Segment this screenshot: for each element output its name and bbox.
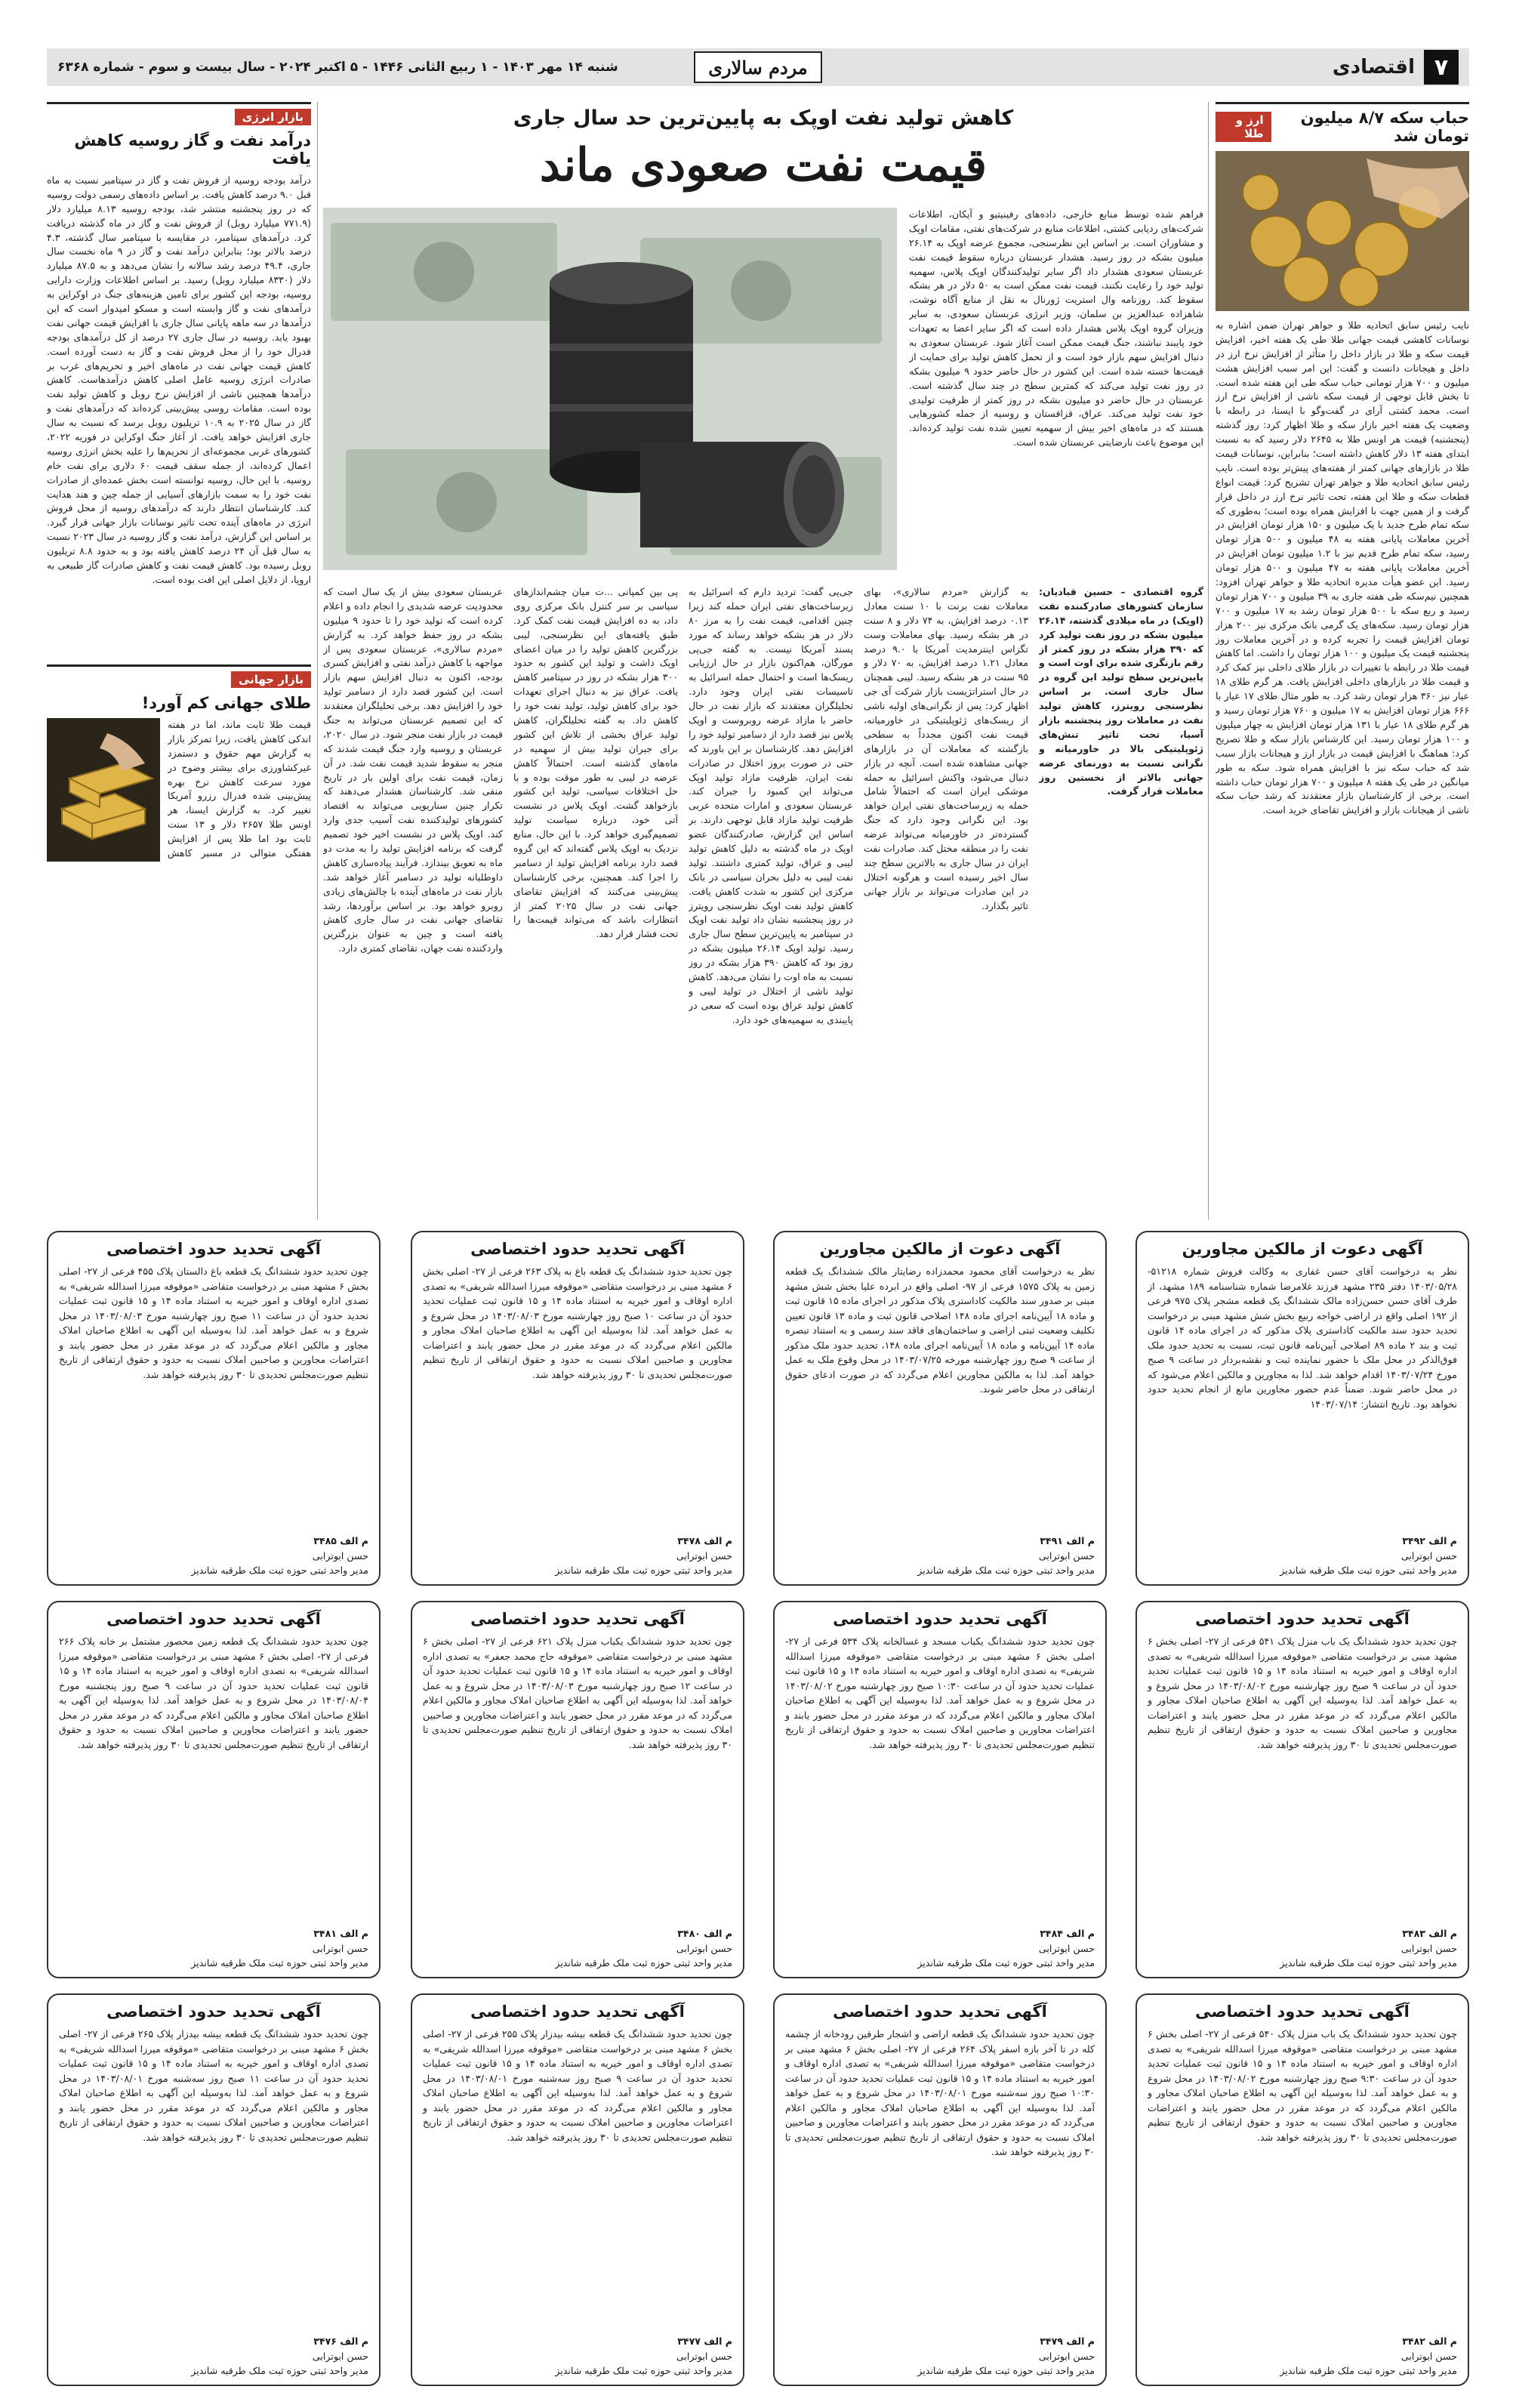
notice-body: چون تحدید حدود ششدانگ یکباب مسجد و غسالخانه پلاک ۵۳۴ فرعی از ۲۷- اصلی بخش ۶ مشهد مبنی بر درخواست متقاضی «موقوفه میرزا اسدالله شریفی» به تصدی اداره اوقاف و امور خیریه به استناد ماده ۱۴ و ۱۵ قانون ثبت عملیات تحدید حدود آن در ساعت ۱۰:۳۰ صبح روز چهارشنبه مورخ ۱۴۰۳/۰۸/۰۲ در محل شروع و به عمل خواهد آمد. لذا به‌وسیله این آگهی به اطلاع صاحبان املاک مجاور و مالکین اعلام می‌گردد که در موعد مقرر در محل حضور یابند و اعتراضات مجاورین و صاحبین املاک نسبت به حدود و حقوق ارتفاقی از تاریخ تنظیم صورت‌مجلس تحدیدی تا ۳۰ روز پذیرفته خواهد شد. — [785, 1636, 1095, 1750]
story-body: درآمد بودجه روسیه از فروش نفت و گاز در سپتامبر نسبت به ماه قبل ۹.۰ درصد کاهش یافت. بر اساس داده‌های رسمی دولت روسیه که در روز پنجشنبه منتشر شد، بودجه روسیه ۸.۱۳ میلیارد دلار (۷۷۱.۹ میلیارد روبل) از فروش نفت و گاز در ماه گذشته دریافت کرد. درآمدهای سپتامبر، در مقایسه با سپتامبر سال گذشته، ۴.۳ درصد بالاتر بود؛ بنابراین درآمد نفت و گاز در ۹ ماه نخست سال جاری، ۴۹.۴ درصد رشد سالانه را نشان می‌دهد و به ۸۷.۵ میلیارد دلار (۸۳۳۰ میلیارد روبل) رسید. بر اساس اطلاعات وزارت دارایی روسیه، بودجه این کشور برای تامین هزینه‌های جنگ در اوکراین به درآمدهای نفت و گاز وابسته است و مسکو امیدوار است که این درآمدها در سه ماهه پایانی سال جاری با افزایش قیمت جهانی نفت بهبود یابد. روسیه در سال جاری ۲۷ درصد از کل درآمدهای بودجه فدرال خود را از محل فروش نفت و گاز به دست آورده است. کاهش قیمت جهانی نفت در ماه‌های اخیر و تحریم‌های غرب بر صادرات انرژی روسیه عامل اصلی کاهش درآمدهاست. کاهش درآمدها همچنین ناشی از افزایش نرخ روبل و کاهش تولید نفت بوده است. مقامات روسی پیش‌بینی کرده‌اند که درآمدهای نفت و گاز در سال ۲۰۲۵ به ۱۰.۹ تریلیون روبل برسد که نسبت به سال جاری افزایش خواهد یافت. از آغاز جنگ اوکراین در فوریه ۲۰۲۲، کشورهای غربی مجموعه‌ای از تحریم‌ها را علیه بخش انرژی روسیه اعمال کرده‌اند، از جمله سقف قیمت ۶۰ دلاری برای نفت خام روسیه. با این حال، روسیه توانسته است بخش عمده‌ای از صادرات نفت خود را به سمت بازارهای آسیایی از جمله چین و هند هدایت کند. کارشناسان انتظار دارند که درآمدهای روسیه از محل فروش انرژی در ماه‌های آینده تحت تاثیر نوسانات بازار جهانی قرار گیرد. بر اساس این گزارش، درآمد نفت و گاز روسیه در سال ۲۰۲۳ نسبت به سال قبل آن ۲۴ درصد کاهش یافته بود و به حدود ۸.۸ تریلیون روبل رسیده بود. کاهش قیمت نفت و کاهش صادرات گاز طبیعی به اروپا، از دلایل اصلی این افت بوده است. — [47, 174, 311, 585]
story-kicker: بازار جهانی — [231, 671, 311, 688]
notice-office: مدیر واحد ثبتی حوزه ثبت ملک طرقبه شاندیز — [555, 1565, 732, 1577]
notice-signer: حسن ابوترابی — [1400, 1549, 1457, 1562]
story-lead: گروه اقتصادی – حسین قبادیان: سازمان کشورهای صادرکننده نفت (اوپک) در ماه میلادی گذشته، ۲۶.۱۴ میلیون بشکه در روز نفت تولید کرد که ۳۹۰ هزار بشکه در روز کمتر از رقم بازنگری شده برای اوت است و پایین‌ترین سطح تولید این گروه در سال جاری است. بر اساس نظرسنجی رویترز، کاهش تولید نفت در معاملات روز پنجشنبه بازار آسیا، تحت تاثیر تنش‌های ژئوپلیتیکی بالا در خاورمیانه و نگرانی نسبت به دورنمای عرضه جهانی بالاتر از نخستین روز معاملات قرار گرفت. — [1039, 586, 1203, 797]
story-overline: کاهش تولید نفت اوپک به پایین‌ترین حد سال جاری — [513, 106, 1014, 130]
notice-footer — [423, 1926, 732, 1971]
notice-signer: حسن ابوترابی — [1400, 2350, 1457, 2362]
notice-office: مدیر واحد ثبتی حوزه ثبت ملک طرقبه شاندیز — [555, 2365, 732, 2377]
legal-notice — [1135, 1601, 1469, 1978]
notice-signer: حسن ابوترابی — [312, 1549, 368, 1562]
column-divider — [317, 102, 318, 1219]
notice-body: چون تحدید حدود ششدانگ یک قطعه باغ به پلاک ۲۶۳ فرعی از ۲۷- اصلی بخش ۶ مشهد مبنی بر درخواست متقاضی «موقوفه میرزا اسدالله شریفی» به تصدی اداره اوقاف و امور خیریه به استناد ماده ۱۴ و ۱۵ قانون ثبت عملیات تحدید حدود آن در ساعت ۱۰ صبح روز چهارشنبه مورخ ۱۴۰۳/۰۸/۰۳ در محل شروع و به عمل خواهد آمد. لذا به‌وسیله این آگهی به اطلاع صاحبان املاک مجاور و مالکین اعلام می‌گردد که در موعد مقرر در محل حضور یابند و اعتراضات مجاورین و صاحبین املاک نسبت به حدود و حقوق ارتفاقی از تاریخ تنظیم صورت‌مجلس تحدیدی تا ۳۰ روز پذیرفته خواهد شد. — [423, 1266, 733, 1380]
story-column-5: عربستان سعودی بیش از یک سال است که محدودیت عرضه شدیدی را انجام داده و اعلام کرده است که تولید خود را تا حدود ۹ میلیون بشکه در روز حفظ خواهد کرد. به گزارش «مردم سالاری»، عربستان سعودی پس از مواجهه با کاهش درآمد نفتی و افزایش کسری بودجه، اکنون به دنبال افزایش سهم بازار است. این کشور قصد دارد از دسامبر تولید خود را افزایش دهد. برخی تحلیلگران معتقدند که این تصمیم عربستان می‌تواند به جنگ قیمت در بازار نفت منجر شود. در سال ۲۰۲۰، عربستان و روسیه وارد جنگ قیمت شدند که منجر به سقوط شدید قیمت نفت شد. در آن زمان، قیمت نفت برای اولین بار در تاریخ منفی شد. کارشناسان هشدار می‌دهند که تکرار چنین سناریویی می‌تواند به اقتصاد کشورهای تولیدکننده نفت آسیب جدی وارد کند. اوپک پلاس در نشست اخیر خود تصمیم گرفت که برنامه افزایش تولید را به مدت دو ماه به تعویق بیندازد. فرآیند پیاده‌سازی کاهش داوطلبانه تولید در دسامبر آغاز خواهد شد. بازار نفت در ماه‌های آینده با چالش‌های زیادی روبرو خواهد بود. بر اساس برآوردها، رشد تقاضای جهانی نفت در سال جاری کاهش یافته است و چین به عنوان بزرگترین واردکننده نفت جهان، تقاضای کمتری دارد. — [323, 586, 503, 954]
right-column — [1216, 102, 1469, 1219]
notice-footer — [1148, 1926, 1457, 1971]
notice-body: نظر به درخواست آقای حسن غفاری به وکالت فروش شماره ۵۱۲۱۸- ۱۴۰۳/۰۵/۲۸ دفتر ۲۳۵ مشهد فرزند غلامرضا شماره شناسنامه ۱۸۹ مشهد، از طرف آقای حسن حسن‌زاده مالک ششدانگ یک قطعه مشجر پلاک ۹۷۵ فرعی از ۱۹۲ اصلی واقع در اراضی خواجه ربیع بخش شش مشهد مبنی بر درخواست تحدید حدود سند مالکیت کاداستری پلاک مذکور که در اجرای ماده ۱۴ قانون ثبت و بند ۲ ماده ۸۹ اصلاحی آیین‌نامه قانون ثبت، نسبت به تحدید حدود ملک فوق‌الذکر در محل ملک با حضور نماینده ثبت و نقشه‌بردار در ساعت ۹ صبح مورخ ۱۴۰۳/۰۷/۲۴ اقدام خواهد شد. لذا به مجاورین و مالکین اعلام می‌شود که در محل حاضر شوند. ضمناً عدم حضور مجاورین مانع از انجام تحدید حدود نخواهد بود. تاریخ انتشار: ۱۴۰۳/۰۷/۱۴ — [1148, 1266, 1458, 1410]
newspaper-logo — [694, 51, 822, 83]
notice-signer: حسن ابوترابی — [1038, 2350, 1095, 2362]
legal-notice — [47, 1231, 381, 1586]
left-column — [47, 102, 311, 1219]
legal-notice — [411, 1601, 744, 1978]
notice-number: م الف ۳۴۷۹ — [1040, 2336, 1095, 2348]
story-column-4: فراهم شده توسط منابع خارجی، داده‌های رفینیتیو و آیکان، اطلاعات شرکت‌های ردیابی کشتی، اطلاعات منابع در شرکت‌های نفتی، مقامات اوپک و مشاوران است. بر اساس این نظرسنجی، مجموع عرضه اوپک به ۲۶.۱۴ میلیون بشکه در روز رسید. هشدار عربستان درباره سقوط قیمت نفت عربستان سعودی هشدار داد اگر سایر تولیدکنندگان اوپک پلاس، سهمیه تولید خود را رعایت نکنند، قیمت نفت ممکن است به ۵۰ دلار در هر بشکه سقوط کند. روزنامه وال استریت ژورنال به نقل از منابع آگاه نوشت، شاهزاده عبدالعزیز بن سلمان، وزیر انرژی عربستان سعودی، به سایر وزیران گروه اوپک پلاس هشدار داده است که اگر سایر اعضا به تعهدات خود پایبند نباشند، جنگ قیمت ممکن است آغاز شود. عربستان سعودی به دنبال افزایش سهم بازار خود است و از تحمل کاهش تولید برای حمایت از قیمت‌ها خسته شده است. این کشور در حال حاضر حدود ۹ میلیون بشکه در روز نفت تولید می‌کند که کمترین سطح در چند سال گذشته است. عربستان در حال حاضر دو میلیون بشکه در روز کمتر از ظرفیت تولیدی خود نفت تولید می‌کند. عراق، قزاقستان و روسیه از جمله کشورهایی هستند که در ماه‌های اخیر بیش از سهمیه تعیین شده نفت تولید کرده‌اند. این موضوع باعث نارضایتی عربستان شده است. — [909, 208, 1203, 449]
story-column-2: جی‌پی گفت: تردید دارم که اسرائیل به زیرساخت‌های نفتی ایران حمله کند زیرا چنین اقدامی، قیمت نفت را به مرز ۸۰ دلار در هر بشکه خواهد رساند که مورد پسند آمریکا نیست. به گفته جی‌پی مورگان، هم‌اکنون بازار در حال ارزیابی ریسک‌ها است و احتمال حمله اسرائیل به تاسیسات نفتی ایران وجود دارد. تحلیلگران معتقدند که بازار نفت در حال حاضر با مازاد عرضه روبروست و اوپک پلاس نیز قصد دارد از دسامبر تولید خود را افزایش دهد. کارشناسان بر این باورند که حتی در صورت بروز اختلال در صادرات نفت ایران، ظرفیت مازاد تولید اوپک می‌تواند این کمبود را جبران کند. عربستان سعودی و امارات متحده عربی ظرفیت تولید مازاد قابل توجهی دارند. بر اساس این گزارش، صادرکنندگان عضو اوپک در ماه گذشته به دلیل کاهش تولید لیبی و عراق، تولید کمتری داشتند. تولید نفت لیبی به دلیل بحران سیاسی در بانک مرکزی این کشور به شدت کاهش یافت. کاهش تولید نفت اوپک نظرسنجی رویترز در روز پنجشنبه نشان داد تولید نفت اوپک در سپتامبر به پایین‌ترین سطح سال جاری رسید. تولید اوپک ۲۶.۱۴ میلیون بشکه در روز بود که کاهش ۳۹۰ هزار بشکه در روز نسبت به ماه اوت را نشان می‌دهد. کاهش تولید ناشی از اختلال در تولید لیبی و کاهش تولید عراق بوده است که سعی در پایبندی به سهمیه‌های خود دارد. — [689, 586, 853, 1025]
notice-footer — [59, 1534, 368, 1578]
notice-body: چون تحدید حدود ششدانگ یک قطعه باغ دالستان پلاک ۴۵۵ فرعی از ۲۷- اصلی بخش ۶ مشهد مبنی بر درخواست متقاضی «موقوفه میرزا اسدالله شریفی» به تصدی اداره اوقاف و امور خیریه به استناد ماده ۱۴ و ۱۵ قانون ثبت عملیات تحدید حدود آن در ساعت ۱۱ صبح روز چهارشنبه مورخ ۱۴۰۳/۰۸/۰۳ در محل شروع و به عمل خواهد آمد. لذا به‌وسیله این آگهی به اطلاع صاحبان املاک مجاور و مالکین اعلام می‌گردد که در موعد مقرر در محل حضور یابند و اعتراضات مجاورین و صاحبین املاک نسبت به حدود و حقوق ارتفاقی از تاریخ تنظیم صورت‌مجلس تحدیدی تا ۳۰ روز پذیرفته خواهد شد. — [59, 1266, 369, 1380]
notice-office: مدیر واحد ثبتی حوزه ثبت ملک طرقبه شاندیز — [191, 1957, 368, 1969]
notice-office: مدیر واحد ثبتی حوزه ثبت ملک طرقبه شاندیز — [917, 2365, 1095, 2377]
notice-title: آگهی تحدید حدود اختصاصی — [470, 1240, 685, 1258]
story-body-wrap: قیمت طلا ثابت ماند، اما در هفته اندکی کاهش یافت، زیرا تمرکز بازار به گزارش مهم حقوق و دستمزد غیرکشاورزی برای بیشتر وضوح در مورد سرعت کاهش نرخ بهره پیش‌بینی شده فدرال رزرو آمریکا تغییر کرد. به گزارش ایسنا، هر اونس طلا ۲۶۵۷ دلار و ۱۳ سنت ثابت بود اما طلا پس از افزایش هفتگی متوالی در مسیر کاهش — [168, 719, 311, 859]
notice-title: آگهی تحدید حدود اختصاصی — [1195, 1610, 1410, 1628]
notice-office: مدیر واحد ثبتی حوزه ثبت ملک طرقبه شاندیز — [917, 1957, 1095, 1969]
notice-office: مدیر واحد ثبتی حوزه ثبت ملک طرقبه شاندیز — [1280, 1565, 1457, 1577]
story-kicker: بازار انرژی — [235, 109, 311, 125]
story-headline: قیمت نفت صعودی ماند — [539, 139, 988, 192]
notice-title: آگهی تحدید حدود اختصاصی — [470, 1610, 685, 1628]
notice-number: م الف ۳۴۷۶ — [313, 2336, 368, 2348]
notice-signer: حسن ابوترابی — [676, 1549, 732, 1562]
gold-coins-photo — [1216, 151, 1469, 311]
notice-footer — [785, 1534, 1095, 1578]
notice-body: چون تحدید حدود ششدانگ یک قطعه زمین محصور مشتمل بر خانه پلاک ۲۶۶ فرعی از ۲۷- اصلی بخش ۶ مشهد مبنی بر درخواست متقاضی «موقوفه میرزا اسدالله شریفی» به تصدی اداره اوقاف و امور خیریه به استناد ماده ۱۴ و ۱۵ قانون ثبت عملیات تحدید حدود آن در ساعت ۹ صبح روز پنجشنبه مورخ ۱۴۰۳/۰۸/۰۴ در محل شروع و به عمل خواهد آمد. لذا به‌وسیله این آگهی به اطلاع صاحبان املاک مجاور و مالکین اعلام می‌گردد که در موعد مقرر در محل حضور یابند و اعتراضات مجاورین و صاحبین املاک نسبت به حدود و حقوق ارتفاقی از تاریخ تنظیم صورت‌مجلس تحدیدی تا ۳۰ روز پذیرفته خواهد شد. — [59, 1636, 368, 1750]
notice-footer — [59, 2334, 368, 2379]
notice-number: م الف ۳۴۷۷ — [677, 2336, 732, 2348]
notice-signer: حسن ابوترابی — [312, 1942, 368, 1954]
notice-number: م الف ۳۴۸۲ — [1402, 2336, 1457, 2348]
notice-number: م الف ۳۴۸۴ — [1040, 1928, 1095, 1940]
notice-number: م الف ۳۴۸۳ — [1402, 1928, 1457, 1940]
story-title: طلای جهانی کم آورد! — [141, 694, 311, 712]
notice-title: آگهی تحدید حدود اختصاصی — [106, 2003, 321, 2021]
oil-barrels-photo — [323, 208, 897, 570]
notice-signer: حسن ابوترابی — [312, 2350, 368, 2362]
notice-office: مدیر واحد ثبتی حوزه ثبت ملک طرقبه شاندیز — [1280, 2365, 1457, 2377]
notice-title: آگهی تحدید حدود اختصاصی — [106, 1610, 321, 1628]
notice-body: چون تحدید حدود ششدانگ یک قطعه اراضی و اشجار طرفین رودخانه از چشمه کله در تا آخر بازه اسفر پلاک ۲۶۴ فرعی از ۲۷- اصلی بخش ۶ مشهد مبنی بر درخواست متقاضی «موقوفه میرزا اسدالله شریفی» به تصدی اداره اوقاف و امور خیریه به استناد ماده ۱۴ و ۱۵ قانون ثبت عملیات تحدید حدود آن در ساعت ۱۰:۳۰ صبح روز سه‌شنبه مورخ ۱۴۰۳/۰۸/۰۱ در محل شروع و به عمل خواهد آمد. لذا به‌وسیله این آگهی به اطلاع صاحبان املاک مجاور و مالکین اعلام می‌گردد که در موعد مقرر در محل حضور یابند و اعتراضات مجاورین و صاحبین املاک نسبت به حدود و حقوق ارتفاقی از تاریخ تنظیم صورت‌مجلس تحدیدی تا ۳۰ روز پذیرفته خواهد شد. — [785, 2028, 1095, 2158]
notice-footer — [785, 2334, 1095, 2379]
notice-body: چون تحدید حدود ششدانگ یک باب منزل پلاک ۵۴۱ فرعی از ۲۷- اصلی بخش ۶ مشهد مبنی بر درخواست متقاضی «موقوفه میرزا اسدالله شریفی» به تصدی اداره اوقاف و امور خیریه به استناد ماده ۱۴ و ۱۵ قانون ثبت عملیات تحدید حدود آن در ساعت ۹ صبح روز چهارشنبه مورخ ۱۴۰۳/۰۸/۰۲ در محل شروع و به عمل خواهد آمد. لذا به‌وسیله این آگهی به اطلاع صاحبان املاک مجاور و مالکین اعلام می‌گردد که در موعد مقرر در محل حضور یابند و اعتراضات مجاورین و صاحبین املاک نسبت به حدود و حقوق ارتفاقی از تاریخ تنظیم صورت‌مجلس تحدیدی تا ۳۰ روز پذیرفته خواهد شد. — [1148, 1636, 1458, 1750]
notice-signer: حسن ابوترابی — [1038, 1549, 1095, 1562]
section-name: اقتصادی — [1332, 56, 1415, 79]
legal-notice — [47, 1993, 381, 2386]
notice-body: چون تحدید حدود ششدانگ یک باب منزل پلاک ۵۴۰ فرعی از ۲۷- اصلی بخش ۶ مشهد مبنی بر درخواست متقاضی «موقوفه میرزا اسدالله شریفی» به تصدی اداره اوقاف و امور خیریه به استناد ماده ۱۴ و ۱۵ قانون ثبت عملیات تحدید حدود آن در ساعت ۹:۳۰ صبح روز چهارشنبه مورخ ۱۴۰۳/۰۸/۰۲ در محل شروع و به عمل خواهد آمد. لذا به‌وسیله این آگهی به اطلاع صاحبان املاک مجاور و مالکین اعلام می‌گردد که در موعد مقرر در محل حضور یابند و اعتراضات مجاورین و صاحبین املاک نسبت به حدود و حقوق ارتفاقی از تاریخ تنظیم صورت‌مجلس تحدیدی تا ۳۰ روز پذیرفته خواهد شد. — [1148, 2028, 1458, 2143]
notice-title: آگهی تحدید حدود اختصاصی — [106, 1240, 321, 1258]
story-title: درآمد نفت و گاز روسیه کاهش یافت — [74, 131, 311, 168]
legal-notice — [411, 1231, 744, 1586]
story-body: نایب رئیس سابق اتحادیه طلا و جواهر تهران ضمن اشاره به نوسانات کاهشی قیمت جهانی طلا طی یک هفته اخیر، افزایش قیمت سکه و طلا در بازار داخل را متأثر از افزایش نرخ ارز در داخل و هیجانات دانست و گفت: این امر سبب افزایش هشت میلیون و ۷۰۰ هزار تومانی حباب سکه طی این هفته شده است. تا بخش قابل توجهی از قیمت سکه ناشی از افزایش نرخ ارز است. محمد کشتی آرای در گفت‌وگو با ایسنا، در رابطه با وضعیت یک هفته اخیر بازار سکه و طلا اظهار کرد: روز گذشته (پنجشنبه) قیمت هر اونس طلا به ۲۶۴۵ دلار رسید که به نسبت ابتدای هفته ۱۳ دلار کاهش داشته است؛ بنابراین، نوسانات قیمت طلا در بازارهای جهانی کمتر از هفته‌های پیش‌تر بوده است. نایب رئیس سابق اتحادیه طلا و جواهر تهران تشریح کرد: قیمت انواع قطعات سکه و طلا این هفته، تحت تاثیر نرخ ارز در داخل قرار گرفت و از همین جهت با افزایش همراه بوده است؛ به‌طوری که سکه تمام طرح جدید با یک میلیون و ۱۵۰ هزار تومان افزایش در آخرین معاملات پایانی هفته به ۴۸ میلیون و ۵۰۰ هزار تومان رسید، سکه تمام طرح قدیم نیز با ۱.۲ میلیون تومان افزایش در آخرین معاملات پایانی هفته به ۴۷ میلیون و ۵۰۰ هزار تومان رسید. این عضو هیأت مدیره اتحادیه طلا و جواهر تهران افزود: همچنین نیم‌سکه طی هفته جاری به ۳۹ میلیون و ۷۰۰ هزار تومان رسید و ربع سکه با ۵۰۰ هزار تومان رشد به ۱۷ میلیون و ۷۰۰ هزار تومان رسید. سکه‌های یک گرمی بانک مرکزی نیز ۲۰۰ هزار تومان افزایش قیمت را تجربه کرده و در آخرین معاملات روز پنجشنبه قیمت یک میلیون و ۱۰۰ هزار تومان را داشت. اما کاهش قیمت طلا در رابطه با تغییرات در بازار طلای داخلی نیز کمک کرد و قیمت طلا در بازارهای داخلی افزایش یافت. هر گرم طلای ۱۸ عیار نیز ۳۶۰ هزار تومان رشد کرد. به طور مثال طلای ۱۷ عیار با ۶۶۶ هزار تومان افزایش به ۱۷ میلیون و ۷۶۰ هزار تومان رسید و هر گرم طلای ۱۸ عیار با ۱۳۱ هزار تومان افزایش به چهار میلیون و ۱۰۰ هزار تومان رسید. این کارشناس بازار سکه و طلا تصریح کرد: هماهنگ با افزایش قیمت در بازار ارز و هیجانات بازار سبب شد که حباب سکه نیز با افزایش همراه شود. سکه به طور میانگین در طی یک هفته ۸ میلیون و ۷۰۰ هزار تومان حباب داشته است. برخی از کارشناسان بازار معتقدند که رشد حباب سکه ناشی از هیجانات بازار و افزایش تقاضای خرید است. — [1216, 319, 1469, 816]
gold-coins-image — [1216, 151, 1469, 311]
notice-signer: حسن ابوترابی — [676, 1942, 732, 1954]
notice-number: م الف ۳۴۸۵ — [313, 1535, 368, 1547]
story-head — [47, 664, 311, 688]
notice-title: آگهی تحدید حدود اختصاصی — [470, 2003, 685, 2021]
logo-text: مردم سالاری — [708, 56, 808, 79]
notice-title: آگهی تحدید حدود اختصاصی — [833, 1610, 1047, 1628]
gold-bars-photo — [47, 718, 160, 862]
notice-number: م الف ۳۴۹۱ — [1040, 1535, 1095, 1547]
oil-barrels-image — [323, 208, 897, 570]
section-label — [1333, 50, 1459, 85]
notice-body: چون تحدید حدود ششدانگ یک قطعه بیشه بیدزار پلاک ۲۵۵ فرعی از ۲۷- اصلی بخش ۶ مشهد مبنی بر درخواست متقاضی «موقوفه میرزا اسدالله شریفی» به تصدی اداره اوقاف و امور خیریه به استناد ماده ۱۴ و ۱۵ قانون ثبت عملیات تحدید حدود آن در ساعت ۹ صبح روز سه‌شنبه مورخ ۱۴۰۳/۰۸/۰۱ در محل شروع و به عمل خواهد آمد. لذا به‌وسیله این آگهی به اطلاع صاحبان املاک مجاور و مالکین اعلام می‌گردد که در موعد مقرر در محل حضور یابند و اعتراضات مجاورین و صاحبین املاک نسبت به حدود و حقوق ارتفاقی از تاریخ تنظیم صورت‌مجلس تحدیدی تا ۳۰ روز پذیرفته خواهد شد. — [423, 2028, 733, 2143]
legal-notice — [1135, 1231, 1469, 1586]
story-title: حباب سکه ۸/۷ میلیون تومان شد — [1300, 109, 1469, 145]
legal-notice — [773, 1993, 1107, 2386]
notice-body: نظر به درخواست آقای محمود محمدزاده رضایتار مالک ششدانگ یک قطعه زمین به پلاک ۱۵۷۵ فرعی از ۹۷- اصلی واقع در ابرده علیا بخش شش مشهد مبنی بر صدور سند مالکیت کاداستری پلاک مذکور در اجرای ماده ۱۵ قانون ثبت و ماده ۱۸ آیین‌نامه اجرای ماده ۱۴۸ اصلاحی قانون ثبت و ماده ۱۳ قانون تعیین تکلیف وضعیت ثبتی اراضی و ساختمان‌های فاقد سند رسمی و به استناد تبصره ماده ۱۴ آیین‌نامه و ماده ۱۸ آیین‌نامه اجرای ماده ۱۴۸، تحدید حدود ملک مذکور از ساعت ۹ صبح روز چهارشنبه مورخه ۱۴۰۳/۰۷/۲۵ در محل وقوع ملک به عمل خواهد آمد. لذا به مالکین مجاورین اعلام می‌گردد که در صورت ادعای حقوق ارتفاقی در محل حاضر شوند. — [785, 1266, 1095, 1395]
notice-footer — [59, 1926, 368, 1971]
notice-number: م الف ۳۴۸۰ — [677, 1928, 732, 1940]
legal-notice — [1135, 1993, 1469, 2386]
story-column-1: به گزارش «مردم سالاری»، بهای معاملات نفت برنت با ۱۰ سنت معادل ۰.۱۳ درصد افزایش، به ۷۴ دلار و ۸ سنت در هر بشکه رسید. بهای معاملات وست تگزاس اینترمدیت آمریکا با ۹.۰ درصد معادل ۱.۲۱ درصد افزایش، به ۷۰ دلار و ۹۵ سنت در هر بشکه رسید. لیبی همچنان در حال استراتژیست بازار شرکت آی جی اظهار کرد: پس از نگرانی‌های اولیه ناشی از ریسک‌های ژئوپلیتیکی در خاورمیانه، قیمت نفت اکنون مجدداً به سطحی بازگشته که معاملات آن در بازارهای جهانی مشاهده شده است. آنچه در بازار دنبال می‌شود، واکنش اسرائیل به حمله موشکی ایران است که احتمالاً شامل حمله به زیرساخت‌های نفتی ایران خواهد بود. این نگرانی وجود دارد که جنگ گسترده‌تر در خاورمیانه می‌تواند عرضه نفت را در منطقه مختل کند. صادرات نفت ایران در سال جاری به بالاترین سطح چند سال اخیر رسیده است و هرگونه اختلال در این صادرات می‌تواند بر بازار جهانی تاثیر بگذارد. — [864, 586, 1028, 911]
notice-number: م الف ۳۴۷۸ — [677, 1535, 732, 1547]
column-divider — [1208, 102, 1209, 1219]
notice-title: آگهی تحدید حدود اختصاصی — [833, 2003, 1047, 2021]
legal-notice — [47, 1601, 381, 1978]
gold-story-block — [47, 718, 311, 907]
notice-footer — [1148, 1534, 1457, 1578]
story-head — [1216, 102, 1469, 145]
notice-title: آگهی دعوت از مالکین مجاورین — [819, 1240, 1061, 1258]
notice-title: آگهی دعوت از مالکین مجاورین — [1182, 1240, 1423, 1258]
notice-footer — [423, 2334, 732, 2379]
legal-notice — [411, 1993, 744, 2386]
story-head — [47, 102, 311, 125]
legal-notice — [773, 1231, 1107, 1586]
dateline: شنبه ۱۴ مهر ۱۴۰۳ - ۱ ربیع الثانی ۱۴۴۶ - ۵ اکتبر ۲۰۲۴ - سال بیست و سوم - شماره ۶۳۶۸ — [57, 60, 618, 75]
notice-footer — [423, 1534, 732, 1578]
notice-footer — [785, 1926, 1095, 1971]
main-story — [323, 102, 1203, 1219]
story-kicker: ارز و طلا — [1216, 112, 1271, 142]
notice-signer: حسن ابوترابی — [1400, 1942, 1457, 1954]
notice-body: چون تحدید حدود ششدانگ یکباب منزل پلاک ۶۲۱ فرعی از ۲۷- اصلی بخش ۶ مشهد مبنی بر درخواست متقاضی «موقوفه حاج محمد جعفر» به تصدی اداره اوقاف و امور خیریه به استناد ماده ۱۴ و ۱۵ قانون ثبت عملیات تحدید حدود آن در ساعت ۱۲ صبح روز چهارشنبه مورخ ۱۴۰۳/۰۸/۰۳ در محل شروع و به عمل خواهد آمد. لذا به‌وسیله این آگهی به اطلاع صاحبان املاک مجاور و مالکین اعلام می‌گردد که در موعد مقرر در محل حضور یابند و اعتراضات مجاورین و صاحبین املاک نسبت به حدود و حقوق ارتفاقی از تاریخ تنظیم صورت‌مجلس تحدیدی تا ۳۰ روز پذیرفته خواهد شد. — [423, 1636, 733, 1750]
story-column-3: پی بین کمپانی ...ت میان چشم‌اندازهای سیاسی بر سر کنترل بانک مرکزی روی داد، به ده افزایش قیمت نفت کمک کرد. طبق یافته‌های این نظرسنجی، لیبی بزرگترین کاهش تولید را در میان اعضای اوپک داشت و تولید این کشور به حدود ۳۰۰ هزار بشکه در روز در سپتامبر کاهش یافت. عراق نیز به دنبال اجرای تعهدات خود برای کاهش تولید، تولید نفت خود را کاهش داد. به گفته تحلیلگران، کاهش تولید عراق بخشی از تلاش این کشور برای جبران تولید بیش از سهمیه در ماه‌های گذشته است. احتمالاً کاهش عرضه در لیبی به طور موقت بوده و با حل اختلافات سیاسی، تولید این کشور بازخواهد گشت. اوپک پلاس در نشست آتی خود، درباره سیاست تولید تصمیم‌گیری خواهد کرد. با این حال، منابع نزدیک به اوپک پلاس گفته‌اند که این گروه قصد دارد برنامه افزایش تولید از دسامبر را اجرا کند. همچنین، برخی کارشناسان پیش‌بینی می‌کنند که افزایش تقاضای جهانی نفت در سال ۲۰۲۵ کمتر از انتظارات باشد که می‌تواند قیمت‌ها را تحت فشار قرار دهد. — [513, 586, 678, 940]
notice-number: م الف ۳۴۸۱ — [313, 1928, 368, 1940]
notice-footer — [1148, 2334, 1457, 2379]
notice-office: مدیر واحد ثبتی حوزه ثبت ملک طرقبه شاندیز — [555, 1957, 732, 1969]
page-number: ۷ — [1424, 50, 1459, 85]
notice-office: مدیر واحد ثبتی حوزه ثبت ملک طرقبه شاندیز — [917, 1565, 1095, 1577]
gold-bars-image — [47, 718, 160, 862]
notice-number: م الف ۳۴۹۲ — [1402, 1535, 1457, 1547]
notice-signer: حسن ابوترابی — [1038, 1942, 1095, 1954]
notice-signer: حسن ابوترابی — [676, 2350, 732, 2362]
page-header — [47, 48, 1469, 86]
notice-office: مدیر واحد ثبتی حوزه ثبت ملک طرقبه شاندیز — [1280, 1957, 1457, 1969]
notice-office: مدیر واحد ثبتی حوزه ثبت ملک طرقبه شاندیز — [191, 2365, 368, 2377]
notice-body: چون تحدید حدود ششدانگ یک قطعه بیشه بیدزار پلاک ۲۶۵ فرعی از ۲۷- اصلی بخش ۶ مشهد مبنی بر درخواست متقاضی «موقوفه میرزا اسدالله شریفی» به تصدی اداره اوقاف و امور خیریه به استناد ماده ۱۴ و ۱۵ قانون ثبت عملیات تحدید حدود آن در ساعت ۱۱ صبح روز سه‌شنبه مورخ ۱۴۰۳/۰۸/۰۱ در محل شروع و به عمل خواهد آمد. لذا به‌وسیله این آگهی به اطلاع صاحبان املاک مجاور و مالکین اعلام می‌گردد که در موعد مقرر در محل حضور یابند و اعتراضات مجاورین و صاحبین املاک نسبت به حدود و حقوق ارتفاقی از تاریخ تنظیم صورت‌مجلس تحدیدی تا ۳۰ روز پذیرفته خواهد شد. — [59, 2028, 369, 2143]
legal-notice — [773, 1601, 1107, 1978]
notice-office: مدیر واحد ثبتی حوزه ثبت ملک طرقبه شاندیز — [191, 1565, 368, 1577]
notice-title: آگهی تحدید حدود اختصاصی — [1195, 2003, 1410, 2021]
